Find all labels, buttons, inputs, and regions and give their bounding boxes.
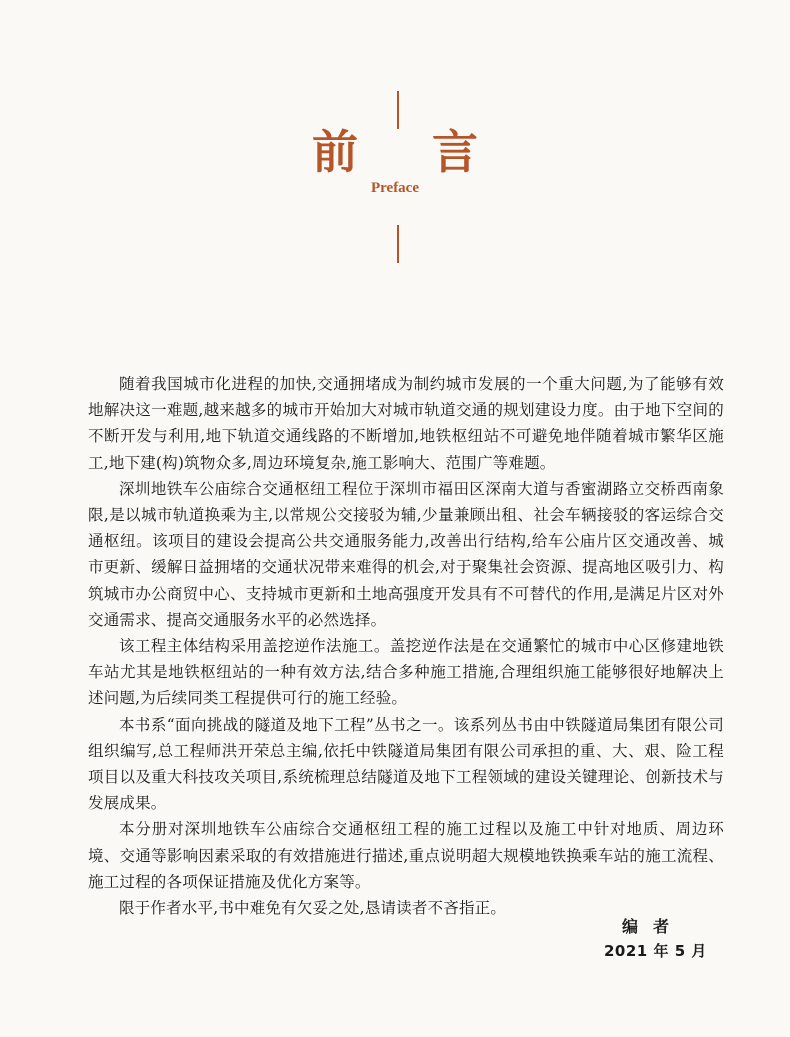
paragraph-6: 限于作者水平,书中难免有欠妥之处,恳请读者不吝指正。 (119, 899, 507, 918)
paragraph-4: 本书系“面向挑战的隧道及地下工程”丛书之一。该系列丛书由中铁隧道局集团有限公司组织编写,总工程师洪开荣总主编,依托中铁隧道局集团有限公司承担的重、大、艰、险工程项目以及重大科技攻关项目,系统梳理总结隧道及地下工程领域的建设关键理论、创新技术与发展成果。 (88, 715, 724, 813)
paragraph-2: 深圳地铁车公庙综合交通枢纽工程位于深圳市福田区深南大道与香蜜湖路立交桥西南象限,是以城市轨道换乘为主,以常规公交接驳为辅,少量兼顾出租、社会车辆接驳的客运综合交通枢纽。该项目的建设会提高公共交通服务能力,改善出行结构,给车公庙片区交通改善、城市更新、缓解日益拥堵的交通状况带来难得的机会,对于聚集社会资源、提高地区吸引力、构筑城市办公商贸中心、支持城市更新和土地高强度开发具有不可替代的作用,是满足片区对外交通需求、提高交通服务水平的必然选择。 (88, 479, 724, 629)
page-subtitle: Preface (370, 180, 420, 196)
signature-author: 编者 (622, 917, 685, 936)
preface-body (88, 371, 724, 921)
paragraph-1: 随着我国城市化进程的加快,交通拥堵成为制约城市发展的一个重大问题,为了能够有效地解决这一难题,越来越多的城市开始加大对城市轨道交通的规划建设力度。由于地下空间的不断开发与利用,地下轨道交通线路的不断增加,地铁枢纽站不可避免地伴随着城市繁华区施工,地下建(构)筑物众多,周边环境复杂,施工影响大、范围广等难题。 (88, 375, 724, 472)
paragraph-3: 该工程主体结构采用盖挖逆作法施工。盖挖逆作法是在交通繁忙的城市中心区修建地铁车站尤其是地铁枢纽站的一种有效方法,结合多种施工措施,合理组织施工能够很好地解决上述问题,为后续同类工程提供可行的施工经验。 (88, 637, 724, 708)
page-title: 前言 (312, 125, 552, 179)
signature-date: 2021 年 5 月 (604, 942, 707, 960)
paragraph-5: 本分册对深圳地铁车公庙综合交通枢纽工程的施工过程以及施工中针对地质、周边环境、交通等影响因素采取的有效措施进行描述,重点说明超大规模地铁换乘车站的施工流程、施工过程的各项保证措施及优化方案等。 (88, 820, 724, 891)
bottom-divider-line (397, 225, 399, 263)
